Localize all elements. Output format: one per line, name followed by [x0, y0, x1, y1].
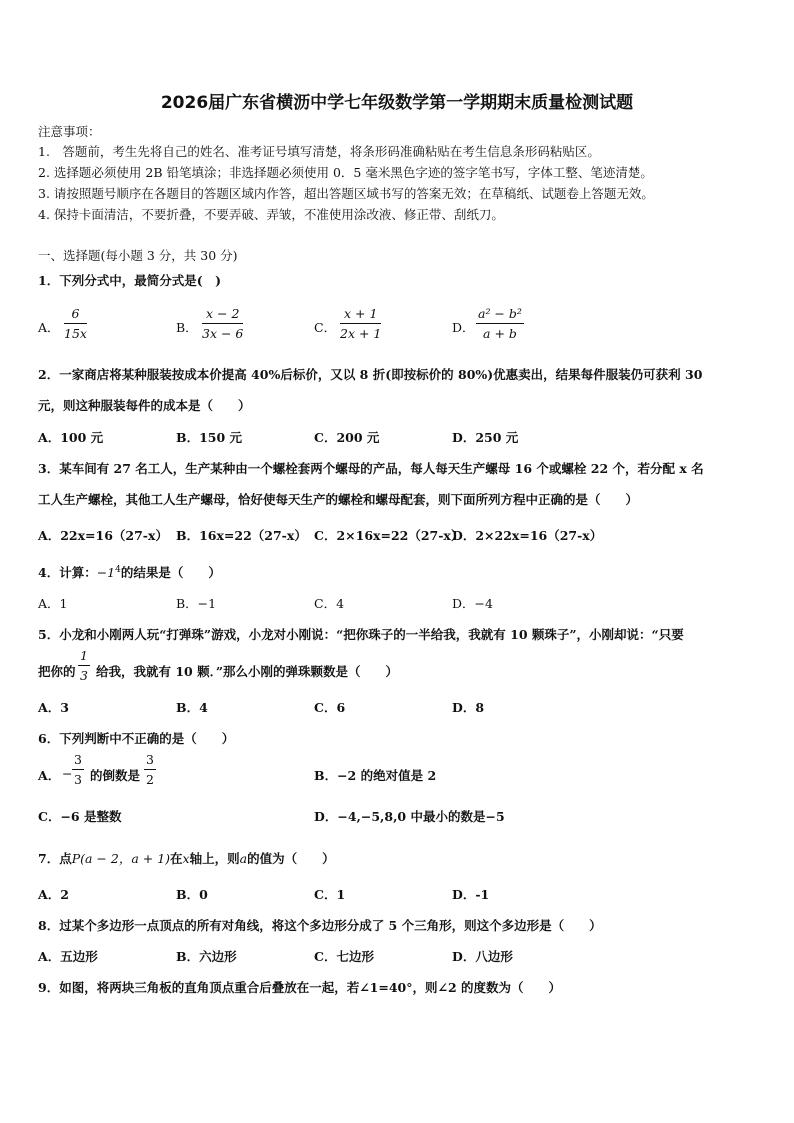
numerator: a² − b²: [476, 306, 524, 324]
q2-option-d: D．250 元: [452, 430, 519, 445]
q4-option-b: B．−1: [176, 596, 217, 611]
q8-option-c: C．七边形: [314, 949, 374, 964]
q7-option-b: B．0: [176, 887, 208, 902]
q1-option-c-fraction: [340, 306, 381, 341]
q6-option-a-label: A．: [38, 768, 61, 783]
question-8-stem: 8．过某个多边形一点顶点的所有对角线，将这个多边形分成了 5 个三角形，则这个多边形是（ ）: [38, 918, 602, 933]
q1-option-b-fraction: [202, 306, 243, 341]
q4-option-d: D．−4: [452, 596, 493, 611]
q1-option-a-fraction: [64, 306, 87, 341]
q5-option-a: A．3: [38, 700, 69, 715]
q2-option-b: B．150 元: [176, 430, 243, 445]
q8-option-a: A．五边形: [38, 949, 98, 964]
q8-option-d: D．八边形: [452, 949, 513, 964]
q7-point: P(a − 2，a + 1): [71, 851, 171, 866]
q6-option-a-fraction-2: [144, 752, 156, 787]
notice-item: 4. 保持卡面清洁，不要折叠，不要弄破、弄皱，不准使用涂改液、修正带、刮纸刀。: [38, 207, 504, 222]
question-5-stem: 5．小龙和小刚两人玩“打弹珠”游戏，小龙对小刚说：“把你珠子的一半给我，我就有 10 颗珠子”，小刚却说：“只要: [38, 627, 684, 642]
q8-option-b: B．六边形: [176, 949, 237, 964]
question-6-stem: 6．下列判断中不正确的是（ ）: [38, 731, 235, 746]
q3-option-a: A．22x=16（27-x）: [38, 528, 168, 543]
q4-expression: −1: [96, 565, 116, 580]
q1-option-d-label: D．: [452, 320, 475, 335]
q2-option-a: A．100 元: [38, 430, 104, 445]
denominator: 2: [146, 772, 154, 787]
q7-stem-mid: 在: [170, 851, 183, 866]
notice-item: 1. 答题前，考生先将自己的姓名、准考证号填写清楚，将条形码准确粘贴在考生信息条形码粘贴区。: [38, 144, 600, 159]
q1-option-d-fraction: [476, 306, 524, 341]
q1-option-b-label: B．: [176, 320, 198, 335]
question-4-stem: [38, 563, 221, 581]
q5-stem-suffix: 给我，我就有 10 颗．”那么小刚的弹珠颗数是（ ）: [96, 664, 399, 679]
q7-option-a: A．2: [38, 887, 69, 902]
q6-option-a-sign: −: [62, 766, 73, 781]
q5-option-b: B．4: [176, 700, 208, 715]
q3-option-c: C．2×16x=22（27-x）: [314, 528, 464, 543]
denominator: 3: [74, 772, 82, 787]
q7-variable: a: [239, 851, 248, 866]
denominator: 3x − 6: [202, 326, 244, 341]
q6-option-d: D．−4,−5,8,0 中最小的数是−5: [314, 809, 505, 824]
numerator: x + 1: [340, 306, 381, 324]
numerator: 3: [144, 752, 156, 770]
notice-heading: 注意事项：: [38, 124, 101, 139]
q1-option-c-label: C．: [314, 320, 337, 335]
q5-option-d: D．8: [452, 700, 485, 715]
q7-axis: x: [182, 851, 190, 866]
q6-option-c: C．−6 是整数: [38, 809, 122, 824]
q5-option-c: C．6: [314, 700, 346, 715]
denominator: 15x: [64, 326, 87, 341]
q7-stem-mid2: 轴上，则: [189, 851, 240, 866]
q4-stem-suffix: 的结果是（ ）: [120, 565, 221, 580]
q5-stem-prefix: 把你的: [38, 664, 76, 679]
denominator: a + b: [483, 326, 517, 341]
q4-option-c: C．4: [314, 596, 345, 611]
q2-option-c: C．200 元: [314, 430, 380, 445]
q7-stem-prefix: 7．点: [38, 851, 72, 866]
q7-stem-suffix: 的值为（ ）: [247, 851, 335, 866]
q6-option-b: B．−2 的绝对值是 2: [314, 768, 437, 783]
notice-item: 3. 请按照题号顺序在各题目的答题区域内作答，超出答题区域书写的答案无效；在草稿纸、试题卷上答题无效。: [38, 186, 654, 201]
numerator: 6: [64, 306, 87, 324]
numerator: 1: [78, 648, 90, 666]
page-title: 2026届广东省横沥中学七年级数学第一学期期末质量检测试题: [160, 93, 634, 113]
question-3-stem-cont: 工人生产螺栓，其他工人生产螺母，恰好使每天生产的螺栓和螺母配套，则下面所列方程中正确的是（ ）: [38, 492, 639, 507]
q3-option-d: D．2×22x=16（27-x）: [452, 528, 603, 543]
question-3-stem: 3．某车间有 27 名工人，生产某种由一个螺栓套两个螺母的产品，每人每天生产螺母 16 个或螺栓 22 个，若分配 x 名: [38, 461, 704, 476]
question-7-stem: [38, 849, 335, 867]
numerator: 3: [72, 752, 84, 770]
q7-option-c: C．1: [314, 887, 346, 902]
denominator: 3: [80, 668, 88, 683]
denominator: 2x + 1: [340, 326, 382, 341]
q4-stem-prefix: 4．计算：: [38, 565, 97, 580]
question-1-stem: 1．下列分式中，最简分式是( ): [38, 273, 222, 288]
q4-option-a: A．1: [38, 596, 68, 611]
q6-option-a-text: 的倒数是: [90, 768, 141, 783]
q3-option-b: B．16x=22（27-x）: [176, 528, 307, 543]
section-heading: 一、选择题(每小题 3 分，共 30 分): [38, 248, 238, 263]
q5-fraction: [78, 648, 90, 683]
question-2-stem-cont: 元，则这种服装每件的成本是（ ）: [38, 398, 251, 413]
numerator: x − 2: [202, 306, 243, 324]
q7-option-d: D．-1: [452, 887, 490, 902]
question-9-stem: 9．如图，将两块三角板的直角顶点重合后叠放在一起，若∠1=40°，则∠2 的度数为（ ）: [38, 980, 562, 995]
question-2-stem: 2．一家商店将某种服装按成本价提高 40%后标价，又以 8 折(即按标价的 80%)优惠卖出，结果每件服装仍可获利 30: [38, 367, 703, 382]
q1-option-a-label: A．: [38, 320, 60, 335]
q4-exponent: 4: [115, 564, 121, 575]
notice-item: 2. 选择题必须使用 2B 铅笔填涂；非选择题必须使用 0．5 毫米黑色字迹的签字笔书写，字体工整、笔迹清楚。: [38, 165, 653, 180]
q6-option-a-fraction-1: [72, 752, 84, 787]
